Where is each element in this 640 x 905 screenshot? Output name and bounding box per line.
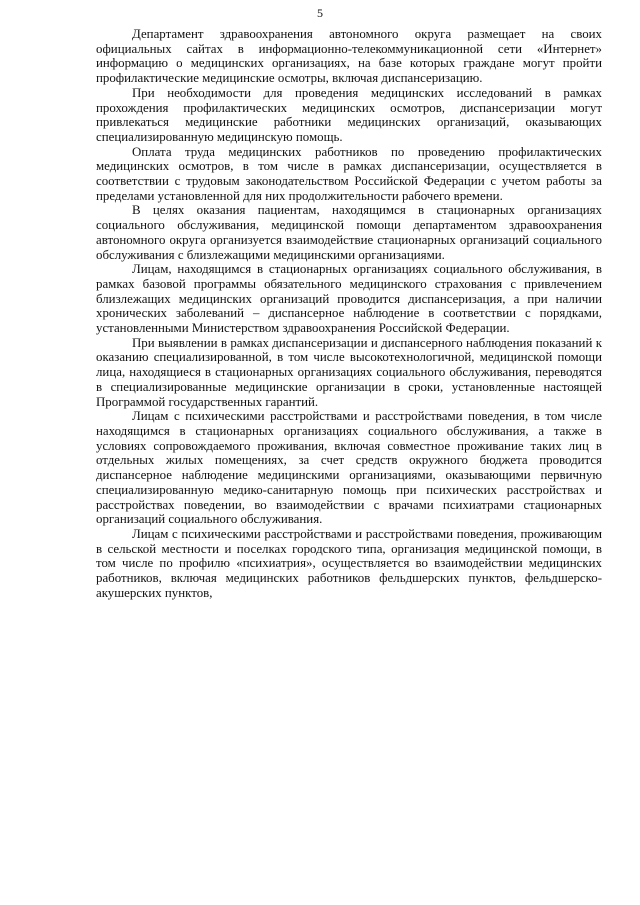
paragraph: Лицам, находящимся в стационарных организациях социального обслуживания, в рамках базовой программы обязательного медицинского страхования с привлечением близлежащих медицинских организаций проводится диспансеризация, а при наличии хронических заболеваний – диспансерное наблюдение в соответствии с порядками, установленными Министерством здравоохранения Российской Федерации. — [96, 262, 602, 336]
paragraph: Оплата труда медицинских работников по проведению профилактических медицинских осмотров, в том числе в рамках диспансеризации, осуществляется в соответствии с трудовым законодательством Российской Федерации с учетом работы за пределами установленной для них продолжительности рабочего времени. — [96, 144, 602, 203]
paragraph: В целях оказания пациентам, находящимся в стационарных организациях социального обслуживания, медицинской помощи департаментом здравоохранения автономного округа организуется взаимодействие стационарных организаций социального обслуживания с близлежащими медицинскими организациями. — [96, 203, 602, 262]
paragraph: При выявлении в рамках диспансеризации и диспансерного наблюдения показаний к оказанию специализированной, в том числе высокотехнологичной, медицинской помощи лица, находящиеся в стационарных организациях социального обслуживания, переводятся в специализированные медицинские организации в сроки, установленные настоящей Программой государственных гарантий. — [96, 335, 602, 409]
paragraph: Лицам с психическими расстройствами и расстройствами поведения, в том числе находящимся в стационарных организациях социального обслуживания, а также в условиях сопровождаемого проживания, включая совместное проживание таких лиц в отдельных жилых помещениях, за счет средств окружного бюджета проводится диспансерное наблюдение медицинскими организациями, оказывающими первичную специализированную медико-санитарную помощь при психических расстройствах и расстройствах поведении, во взаимодействии с врачами психиатрами стационарных организаций социального обслуживания. — [96, 409, 602, 527]
body-text — [96, 27, 602, 600]
page-number: 5 — [317, 6, 323, 20]
paragraph: Лицам с психическими расстройствами и расстройствами поведения, проживающим в сельской местности и поселках городского типа, организация медицинской помощи, в том числе по профилю «психиатрия», осуществляется во взаимодействии медицинских работников, включая медицинских работников фельдшерских пунктов, фельдшерско-акушерских пунктов, — [96, 526, 602, 600]
paragraph: При необходимости для проведения медицинских исследований в рамках прохождения профилактических медицинских осмотров, диспансеризации могут привлекаться медицинские работники медицинских организаций, оказывающих специализированную медицинскую помощь. — [96, 85, 602, 144]
paragraph: Департамент здравоохранения автономного округа размещает на своих официальных сайтах в информационно-телекоммуникационной сети «Интернет» информацию о медицинских организациях, на базе которых граждане могут пройти профилактические медицинские осмотры, включая диспансеризацию. — [96, 27, 602, 86]
